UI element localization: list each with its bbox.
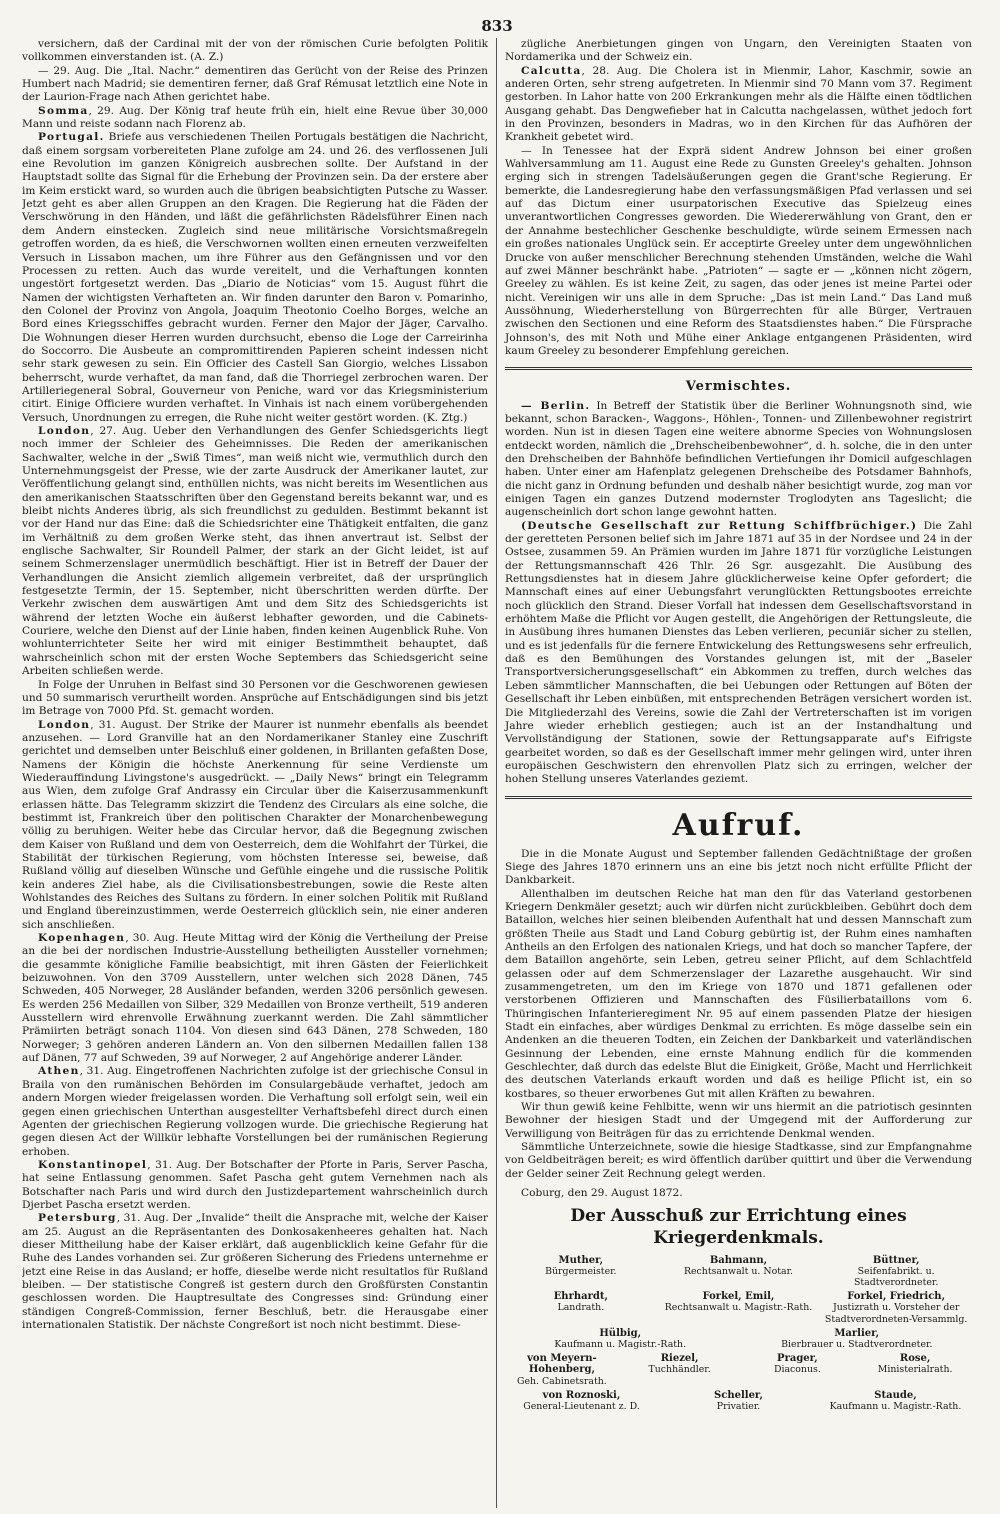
signer <box>505 1291 657 1325</box>
article-paragraph <box>22 131 488 425</box>
vermischtes-body <box>505 400 972 787</box>
signer <box>663 1255 815 1289</box>
article-paragraph <box>22 679 488 719</box>
article-dateline: (Deutsche Gesellschaft zur Rettung Schiffbrüchiger.) <box>521 519 918 532</box>
article-text: , 28. Aug. Die Cholera ist in Mienmir, Lahor, Kaschmir, sowie an anderen Orten, sehr streng aufgetreten. In Mienmir sind 70 Mann vom 37. Regiment gestorben. In Lahor hatte von 200 Erkrankungen mehr als die Hälfte einen tödtlichen Ausgang gehabt. Das Dengwefieber hat in Calcutta nachgelassen, wüthet jedoch fort in den Provinzen, besonders in Madras, wo in den Kirchen für das Aufhören der Krankheit gebetet wird. <box>505 64 972 144</box>
signer-role: Kaufmann u. Magistr.-Rath. <box>554 1338 687 1350</box>
article-text: , 31. Aug. Der Botschafter der Pforte in Paris, Server Pascha, hat seine Entlassung genommen. Safet Pascha geht gutem Vernehmen nach als Botschafter nach Paris und wird durch den Justizdepartement wahrscheinlich durch Djerbet Pascha ersetzt werden. <box>22 1158 488 1211</box>
signer <box>662 1390 815 1412</box>
signers-row <box>505 1328 972 1350</box>
signer-name: Muther, <box>558 1254 604 1266</box>
signer-name: Forkel, Emil, <box>702 1291 775 1303</box>
article-text: , 31. Aug. Eingetroffenen Nachrichten zufolge ist der griechische Consul in Braila von den rumänischen Behörden im Consulargebäude verhaftet, jedoch am andern Morgen wieder freigelassen worden. Die Verhaftung soll erfolgt sein, weil ein gegen einen griechischen Unterthan ausgestellter Verhaftsbefehl direct durch einen Agenten der griechischen Regierung vollzogen wurde. Die griechische Regierung hat gegen diesen Act der Willkür lebhafte Vorstellungen bei der rumänischen Regierung erhoben. <box>22 1065 488 1158</box>
article-paragraph <box>22 1212 488 1332</box>
aufruf-body <box>505 848 972 1182</box>
article-text: Briefe aus verschiedenen Theilen Portugals bestätigen die Nachricht, daß einem sorgsam vorbereiteten Plane zufolge am 24. und 26. des verflossenen Juli eine Revolution im ganzen Königreich ausbrechen sollte. Der Aufstand in der Hauptstadt sollte das Signal für die Erhebung der Provinzen sein. Da der erstere aber im Keim erstickt ward, so wurden auch die übrigen beabsichtigten Putsche zu Wasser. Jetzt geht es aber allen Gruppen an den Kragen. Die Regierung hat die Fäden der Verschwörung in den Händen, und läßt die gefährlichsten Rädelsführer Einen nach dem Andern einstecken. Zugleich sind neue militärische Vorsichtsmaßregeln getroffen worden, da es hieß, die Verschwornen wollten einen erneuten verzweifelten Versuch in Lissabon machen, um ihre Führer aus den Gefängnissen und vor den Processen zu retten. Auch das wurde vereitelt, und die Verhaftungen konnten ungestört fortgesetzt werden. Das „Diario de Noticias“ vom 15. August führt die Namen der wichtigsten Verhafteten an. Wir finden darunter den Baron v. Pomarinho, den Colonel der Provinz von Angola, Joaquim Theotonio Coelho Borges, welche an Bord eines Kriegsschiffes gebracht wurden. Ferner den Major der Jäger, Carvalho. Die Wohnungen dieser Herren wurden durchsucht, ebenso die Loge der Carreirinha do Soccorro. Die Ausbeute an compromittirenden Papieren scheint indessen nicht sehr stark gewesen zu sein. Ein Officier des Castell San Giorgio, welches Lissabon beherrscht, wurde verhaftet, da man fand, daß die Thorriegel zerbrochen waren. Der Artilleriegeneral Sobral, Gouverneur von Peniche, ward vor das Kriegsministerium citirt. Einige Officiere wurden verhaftet. In Vinhais ist nach einem vorübergehenden Versuch, Unordnungen zu erregen, die Ruhe nicht weiter gestört worden. (K. Ztg.) <box>22 131 488 424</box>
signer <box>820 1255 972 1289</box>
section-divider <box>505 796 972 799</box>
signer <box>505 1353 619 1387</box>
signer-name: von Roznoski, <box>542 1389 621 1401</box>
signer <box>663 1291 815 1325</box>
signer-name: Rose, <box>899 1353 931 1365</box>
signer <box>505 1390 658 1412</box>
article-text: versichern, daß der Cardinal mit der von der römischen Curie befolgten Politik vollkommen einverstanden ist. (A. Z.) <box>22 38 488 64</box>
article-dateline: — Berlin. <box>521 399 591 412</box>
article-text: , 31. August. Der Strike der Maurer ist nunmehr ebenfalls als beendet anzusehen. — Lord Granville hat an den Nordamerikaner Stanley eine Zuschrift gerichtet und demselben unter Beischluß einer goldenen, in Brillanten gefaßten Dose, Namens der Königin die höchste Anerkennung für seine Verdienste um Wiederauffindung Livingstone's ausgedrückt. — „Daily News“ bringt ein Telegramm aus Wien, dem zufolge Graf Andrassy ein Circular über die Kaiserzusammenkunft erlassen hätte. Das Telegramm skizzirt die Tendenz des Circulars als eine solche, die bestimmt ist, Frankreich über den politischen Charakter der Monarchenbewegung völlig zu beruhigen. Weiter hebe das Circular hervor, daß die Begegnung zwischen dem Kaiser von Rußland und dem von Oesterreich, dem die Wohlfahrt der Türkei, die Stabilität der türkischen Regierung, vom höchsten Interesse sei, beweise, daß Rußland völlig auf dieselben Wünsche und Gefühle eingehe und die russische Politik kein anderes Ziel habe, als die Civilisationsbestrebungen, sowie die Reste alten Wohlstandes des Reiches des Sultans zu fördern. In einer solchen Politik mit Rußland und England übereinzustimmen, werde Oesterreich glücklich sein, nie einer anderen sich anschließen. <box>22 718 488 931</box>
aufruf-date: Coburg, den 29. August 1872. <box>521 1187 683 1200</box>
article-dateline: Somma <box>38 104 89 117</box>
signer-role: Landrath. <box>557 1302 605 1314</box>
article-paragraph <box>22 105 488 132</box>
signer-name: Bahmann, <box>709 1254 768 1266</box>
section-divider <box>505 367 972 370</box>
article-dateline: Petersburg <box>38 1212 117 1225</box>
article-dateline: Konstantinopel <box>38 1158 148 1171</box>
signer-name: Riezel, <box>660 1353 699 1365</box>
left-column <box>22 38 497 1508</box>
article-dateline: Athen <box>38 1065 80 1078</box>
aufruf-paragraph: Sämmtliche Unterzeichnete, sowie die hiesige Stadtkasse, sind zur Empfangnahme von Geldbeiträgen bereit; es wird öffentlich darüber quittirt und über die Verwendung der Gelder seiner Zeit Rechnung gelegt werden. <box>505 1141 972 1180</box>
article-dateline: London <box>38 424 91 437</box>
article-text: zügliche Anerbietungen gingen von Ungarn, den Vereinigten Staaten von Nordamerika und der Schweiz ein. <box>505 38 972 64</box>
signer-role: Rechtsanwalt u. Magistr.-Rath. <box>664 1302 813 1314</box>
article-paragraph <box>505 38 972 65</box>
news-continued <box>505 38 972 358</box>
article-paragraph <box>22 38 488 65</box>
signer <box>505 1255 657 1289</box>
vermischtes-heading: Vermischtes. <box>685 379 792 395</box>
committee-title: Der Ausschuß zur Errichtung eines Kriegerdenkmals. <box>570 1205 907 1248</box>
signer-role: Rechtsanwalt u. Notar. <box>683 1265 794 1277</box>
article-dateline: Kopenhagen <box>38 932 126 945</box>
signers-row <box>505 1390 972 1412</box>
article-text: In Folge der Unruhen in Belfast sind 30 Personen vor die Geschworenen gewiesen und 50 summarisch verurtheilt worden. Ansprüche auf Entschädigungen sind bis jetzt im Betrage von 7000 Pfd. St. gemacht worden. <box>22 678 488 718</box>
signer-role: Kaufmann u. Magistr.-Rath. <box>829 1400 962 1412</box>
article-paragraph <box>22 65 488 105</box>
columns <box>22 38 972 1508</box>
article-text: — In Tenessee hat der Exprä sident Andrew Johnson bei einer großen Wahlversammlung am 11. August eine Rede zu Gunsten Greeley's gehalten. Johnson erging sich in strengen Tadelsäußerungen gegen die Grant'sche Regierung. Er bemerkte, die Landesregierung habe den verfassungsmäßigen Pfad verlassen und sei auf das Dictum einer usurpatorischen Executive das Spielzeug eines unverantwortlichen Congresses geworden. Die Wiedererwählung von Grant, den er der Annahme bestechlicher Geschenke beschuldigte, würde seinem Ermessen nach ein großes nationales Unglück sein. Er acceptirte Greeley unter dem ungewöhnlichen Drucke von außer menschlicher Berechnung stehenden Umständen, welche die Wahl auf zwei Männer beschränkt habe. „Patrioten“ — sagte er — „können nicht zögern, Greeley zu wählen. Es ist keine Zeit, zu sagen, das oder jenes ist meine Partei oder nicht. Vereinigen wir uns alle in dem Spruche: „Das ist mein Land.“ Das Land muß Aussöhnung, Wiederherstellung von Bürgerrechten für alle Bürger, Vertrauen zwischen den Sectionen und eine Reform des Staatsdienstes haben.“ Die Fürsprache Johnson's, des mit Noth und Mühe einer Anklage entgangenen Präsidenten, wird kaum Greeley zu besonderer Empfehlung gereichen. <box>505 144 972 357</box>
signer-role: Ministerialrath. <box>877 1364 953 1376</box>
signer <box>741 1353 855 1387</box>
signer-role: Justizrath u. Vorsteher der Stadtverordneten-Versammlg. <box>824 1302 968 1325</box>
article-paragraph <box>22 1065 488 1158</box>
article-text: , 30. Aug. Heute Mittag wird der König die Vertheilung der Preise an die bei der nordischen Industrie-Ausstellung betheiligten Aussteller vornehmen; die gesammte königliche Familie beabsichtigt, mit ihren Gästen der Feierlichkeit beizuwohnen. Von den 3709 Ausstellern, unter welchen sich 2028 Dänen, 745 Schweden, 405 Norweger, 28 Ausländer befanden, werden 3206 persönlich gewesen. Es werden 256 Medaillen von Silber, 329 Medaillen von Bronze vertheilt, 519 anderen Ausstellern wird ehrenvolle Erwähnung zuerkannt werden. Die Zahl sämmtlicher Prämiirten beträgt sonach 1104. Von diesen sind 643 Dänen, 278 Schweden, 180 Norweger; 3 gehören anderen Ländern an. Von den silbernen Medaillen fallen 138 auf Dänen, 77 auf Schweden, 39 auf Norweger, 2 auf Angehörige anderer Länder. <box>22 932 488 1065</box>
article-text: , 29. Aug. Der König traf heute früh ein, hielt eine Revue über 30,000 Mann und reiste sodann nach Florenz ab. <box>22 104 488 131</box>
signer-role: Bierbrauer u. Stadtverordneter. <box>781 1338 933 1350</box>
signer-role: Bürgermeister. <box>545 1265 617 1277</box>
article-paragraph <box>505 145 972 359</box>
signer-role: General-Lieutenant z. D. <box>523 1400 640 1412</box>
article-text: In Betreff der Statistik über die Berliner Wohnungsnoth sind, wie bekannt, schon Baracken-, Waggons-, Höhlen-, Tonnen- und Zillenbewohner registrirt worden. Nun ist in diesen Tagen eine weitere abnorme Species von Wohnungslosen entdeckt worden, nämlich die „Drehscheibenbewohner“, d. h. solche, die in den unter den Drehscheiben der Bahnhöfe befindlichen Vertiefungen ihr Domicil aufgeschlagen haben. Unter einer am Hafenplatz gelegenen Drehscheibe des Potsdamer Bahnhofs, die nicht ganz in Ordnung befunden und deshalb näher besichtigt wurde, zog man vor einigen Tagen ein ganzes Dutzend modernster Troglodyten ans Tageslicht; die augenscheinlich dort schon lange gewohnt hatten. <box>505 399 972 519</box>
signer-name: Marlier, <box>834 1327 880 1339</box>
article-text: — 29. Aug. Die „Ital. Nachr.“ dementiren das Gerücht von der Reise des Prinzen Humbert nach Madrid; sie dementiren ferner, daß Graf Rémusat letztlich eine Note in der Laurion-Frage nach Athen gerichtet habe. <box>22 64 488 104</box>
aufruf-paragraph: Wir thun gewiß keine Fehlbitte, wenn wir uns hiermit an die patriotisch gesinnten Bewohner der hiesigen Stadt und der Umgegend mit der Aufforderung zur Verwilligung von Beiträgen für das zu errichtende Denkmal wenden. <box>505 1101 972 1140</box>
article-paragraph <box>505 520 972 787</box>
signers-row <box>505 1291 972 1325</box>
article-paragraph <box>505 400 972 520</box>
article-dateline: Calcutta <box>521 64 582 77</box>
aufruf-title: Aufruf. <box>672 807 805 843</box>
article-dateline: Portugal. <box>38 131 105 144</box>
signer-name: Forkel, Friedrich, <box>847 1291 946 1303</box>
signer <box>820 1291 972 1325</box>
signer <box>819 1390 972 1412</box>
signer <box>505 1328 736 1350</box>
article-paragraph <box>22 719 488 933</box>
signer <box>858 1353 972 1387</box>
article-text: , 31. Aug. Der „Invalide“ theilt die Ansprache mit, welche der Kaiser am 25. August an die Repräsentanten des Donkosakenheeres gehalten hat. Nach dieser Mittheilung habe der Kaiser erklärt, daß augenblicklich keine Gefahr für die Ruhe des Landes vorhanden sei. Zur größeren Sicherung des Friedens unternehme er jetzt eine Reise in das Ausland; er hoffe, dieselbe werde nicht resultatlos für Rußland bleiben. — Der statistische Congreß ist gestern durch den Großfürsten Constantin geschlossen worden. Die Hauptresultate des Congresses sind: Gründung einer ständigen Congreß-Commission, ferner Beschluß, betr. die Herausgabe einer internationalen Statistik. Der nächste Congreßort ist noch nicht bestimmt. Diese- <box>22 1212 488 1331</box>
signer-name: Hülbig, <box>599 1327 642 1339</box>
signer-name: Ehrhardt, <box>553 1291 608 1303</box>
aufruf-paragraph: Die in die Monate August und September fallenden Gedächtnißtage der großen Siege des Jahres 1870 erinnern uns an eine bis jetzt noch nicht erfüllte Pflicht der Dankbarkeit. <box>505 847 972 887</box>
signer-role: Seifenfabrikt. u. Stadtverordneter. <box>853 1265 939 1288</box>
article-paragraph <box>505 65 972 145</box>
signer-name: von Meyern-Hohenberg, <box>527 1353 597 1376</box>
article-dateline: London <box>38 718 91 731</box>
signer-name: Prager, <box>777 1353 818 1365</box>
signer <box>623 1353 737 1387</box>
article-paragraph <box>22 425 488 679</box>
article-paragraph <box>22 1159 488 1212</box>
signer-role: Tuchhändler. <box>648 1364 711 1376</box>
right-column <box>497 38 972 1508</box>
aufruf-paragraph: Allenthalben im deutschen Reiche hat man den für das Vaterland gestorbenen Kriegern Denkmäler gesetzt; auch wir dürfen nicht zurückbleiben. Gebührt doch dem Bataillon, welches hier seinen bleibenden Aufenthalt hat und dessen Mannschaft zum größten Theile aus Stadt und Land Coburg gebürtig ist, der Ruhm eines namhaften Antheils an den Erfolgen des nationalen Kriegs, und hat doch so mancher Tapfere, der dem Bataillon angehörte, sein Leben, getreu seiner Pflicht, auf dem Schlachtfeld gelassen oder auf dem Schmerzenslager der Lazarethe ausgehaucht. Wir sind zusammengetreten, um den im Kriege von 1870 und 1871 gefallenen oder verstorbenen Offizieren und Mannschaften des Füsilierbataillons vom 6. Thüringischen Infanterieregiment Nr. 95 auf einem passenden Platze der hiesigen Stadt ein einfaches, aber würdiges Denkmal zu errichten. Es möge dasselbe sein ein Andenken an die theueren Todten, ein Zeichen der Dankbarkeit und vaterländischen Gesinnung der Lebenden, eine ernste Mahnung endlich für die kommenden Geschlechter, daß durch das edelste Blut die Einigkeit, Größe, Macht und Herrlichkeit des deutschen Vaterlands erkauft worden und daß es heilige Pflicht ist, ein so kostbares, so theuer erworbenes Gut mit allen Kräften zu bewahren. <box>505 887 972 1100</box>
signer-role: Privatier. <box>716 1400 761 1412</box>
signer <box>742 1328 973 1350</box>
page-number: 833 <box>481 17 513 35</box>
article-text: Die Zahl der geretteten Personen belief sich im Jahre 1871 auf 35 in der Nordsee und 24 in der Ostsee, zusammen 59. An Prämien wurden im Jahre 1871 für vorzügliche Leistungen der Rettungsmannschaft 426 Thlr. 26 Sgr. ausgezahlt. Die Ausübung des Rettungsdienstes hat in diesem Jahre glücklicherweise keine Opfer gefordert; die Mannschaft eines auf einer Uebungsfahrt verunglückten Rettungsbootes erreichte noch glücklich den Strand. Dieser Vorfall hat indessen dem Gesellschaftsvorstand in erhöhtem Maße die Pflicht vor Augen gestellt, die Angehörigen der Rettungsleute, die in Ausübung ihres humanen Dienstes das Leben verlieren, pecuniär sicher zu stellen, und es ist jedenfalls für die fernere Entwickelung des Rettungswesens sehr erfreulich, daß es den Bemühungen des Vorstandes gelungen ist, mit der „Baseler Transportversicherungsgesellschaft“ ein Abkommen zu treffen, durch welches das Leben sämmtlicher Mannschaften, die bei Uebungen oder Rettungen auf Böten der Gesellschaft ihr Leben einbüßen, mit entsprechenden Beträgen versichert worden ist. Die Mitgliederzahl des Vereins, sowie die Zahl der Vertreterschaften ist im vorigen Jahre wieder erheblich gestiegen; auch ist an der Instandhaltung und Vervollständigung der Stationen, sowie der Rettungsapparate auf's Eifrigste gearbeitet worden, so daß es der Gesellschaft immer mehr gelingen wird, unter ihren europäischen Geschwistern den ehrenvollen Platz sich zu erringen, welcher der hohen Stellung unseres Vaterlandes geziemt. <box>505 519 972 786</box>
signer-role: Geh. Cabinetsrath. <box>516 1375 607 1387</box>
signers-row <box>505 1353 972 1387</box>
signer-name: Scheller, <box>714 1389 763 1401</box>
article-paragraph <box>22 932 488 1065</box>
signer-name: Staude, <box>874 1389 917 1401</box>
signer-role: Diaconus. <box>773 1364 821 1376</box>
signer-name: Büttner, <box>872 1254 920 1266</box>
article-text: , 27. Aug. Ueber den Verhandlungen des Genfer Schiedsgerichts liegt noch immer der Schleier des Geheimnisses. Die Reden der amerikanischen Sachwalter, welche in der „Swiß Times“, man weiß nicht wie, vermuthlich durch den Unternehmungsgeist der Presse, wie der zarte Ausdruck der Amerikaner lautet, zur Veröffentlichung gelangt sind, enthüllen nichts, was nicht bereits im Wesentlichen aus den amerikanischen Staatsschriften über den Gegenstand bereits bekannt war, und es bleibt nichts Anderes übrig, als sich freundlichst zu gedulden. Bestimmt bekannt ist vor der Hand nur das Eine: daß die Schiedsrichter eine Thätigkeit entfalten, die ganz im Verhältniß zu dem großen Werke steht, das ihnen anvertraut ist. Selbst der englische Sachwalter, Sir Roundell Palmer, der stark an der Gicht leidet, ist auf seinem Schmerzenslager unermüdlich beschäftigt. Hier ist in Betreff der Dauer der Verhandlungen die Ansicht ziemlich allgemein verbreitet, daß der ursprünglich festgesetzte Termin, der 15. September, nicht überschritten werden dürfte. Der Verkehr zwischen dem auswärtigen Amt und dem Sitz des Schiedsgerichts ist während der letzten Woche ein äußerst lebhafter geworden, und die Cabinets-Couriere, welche den Dienst auf der Linie haben, finden keinen Augenblick Ruhe. Von wohlunterrichteter Seite her wird mit einiger Bestimmtheit behauptet, daß wahrscheinlich schon mit der ersten Woche Septembers das Schiedsgericht seine Arbeiten schließen werde. <box>22 424 488 678</box>
signers-row <box>505 1255 972 1289</box>
